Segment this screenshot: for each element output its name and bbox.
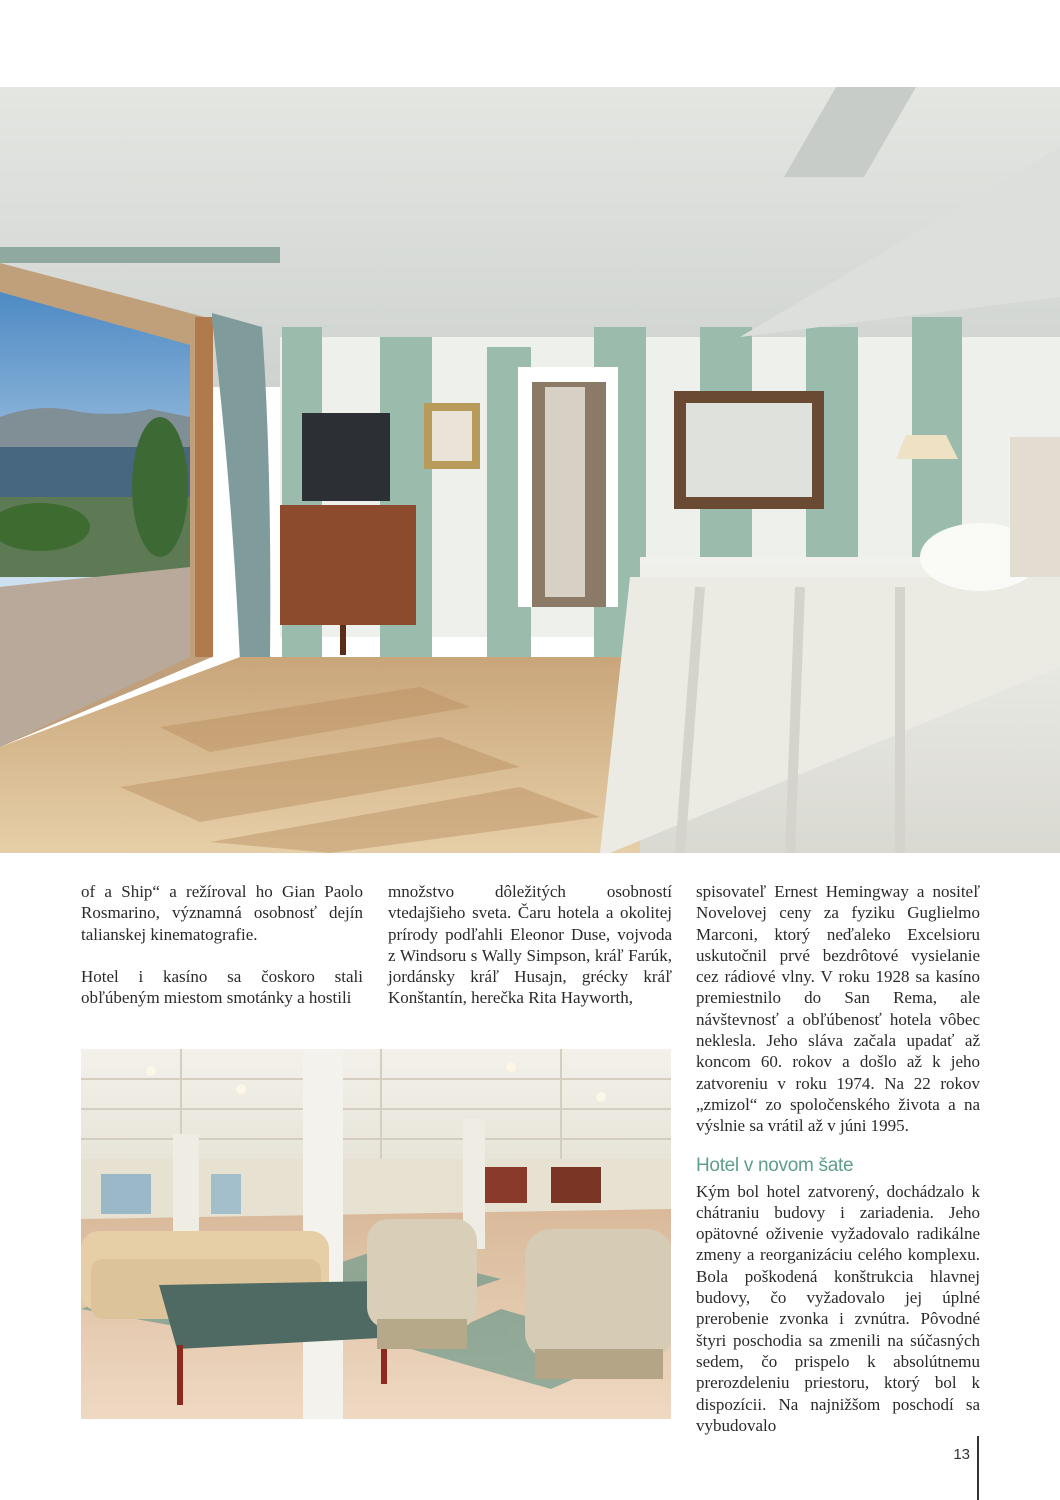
lobby-photo bbox=[81, 1049, 671, 1419]
text-column-3 bbox=[696, 881, 980, 1436]
text-column-2 bbox=[388, 881, 672, 1009]
paragraph: Kým bol hotel zatvorený, dochádzalo k chátraniu budovy i zariadenia. Jeho opätovné oživenie vyžadovalo radikálne zmeny a reorganizáciu celého komplexu. Bola poškodená konštrukcia hlavnej budovy, čo vyžadovalo jej úplné prerobenie zvonka i zvnútra. Pôvodné štyri poschodia sa zmenili na súčasných sedem, čo prispelo k absolútnemu prerozdeleniu priestoru, ktorý bol k dispozícii. Na najnižšom poschodí sa vybudovalo bbox=[696, 1181, 980, 1435]
paragraph: of a Ship“ a režíroval ho Gian Paolo Rosmarino, významná osobnosť dejín talianskej kinematografie. bbox=[81, 882, 363, 944]
section-heading: Hotel v novom šate bbox=[696, 1154, 854, 1176]
text-column-1 bbox=[81, 881, 363, 1008]
bedroom-photo bbox=[0, 87, 1060, 853]
paragraph: Hotel i kasíno sa čoskoro stali obľúbeným miestom smotánky a hostili bbox=[81, 966, 363, 1008]
paragraph: množstvo dôležitých osobností vtedajšieho sveta. Čaru hotela a okolitej prírody podľahli Eleonor Duse, vojvoda z Windsoru s Wally Simpson, kráľ Farúk, jordánsky kráľ Husajn, grécky kráľ Konštantín, herečka Rita Hayworth, bbox=[388, 882, 672, 1008]
page-number-rule bbox=[977, 1436, 979, 1500]
page-number: 13 bbox=[953, 1446, 970, 1463]
paragraph: spisovateľ Ernest Hemingway a nositeľ Novelovej ceny za fyziku Guglielmo Marconi, ktorý neďaleko Excelsioru uskutočnil prvé bezdrôtové vysielanie cez rádiové vlny. V roku 1928 sa kasíno premiestnilo do San Rema, ale návštevnosť a obľúbenosť hotela vôbec neklesla. Jeho sláva začala upadať až koncom 60. rokov a došlo až k jeho zatvoreniu v roku 1974. Na 22 rokov „zmizol“ zo spoločenského života a na výslnie sa vrátil až v júni 1995. bbox=[696, 882, 980, 1136]
